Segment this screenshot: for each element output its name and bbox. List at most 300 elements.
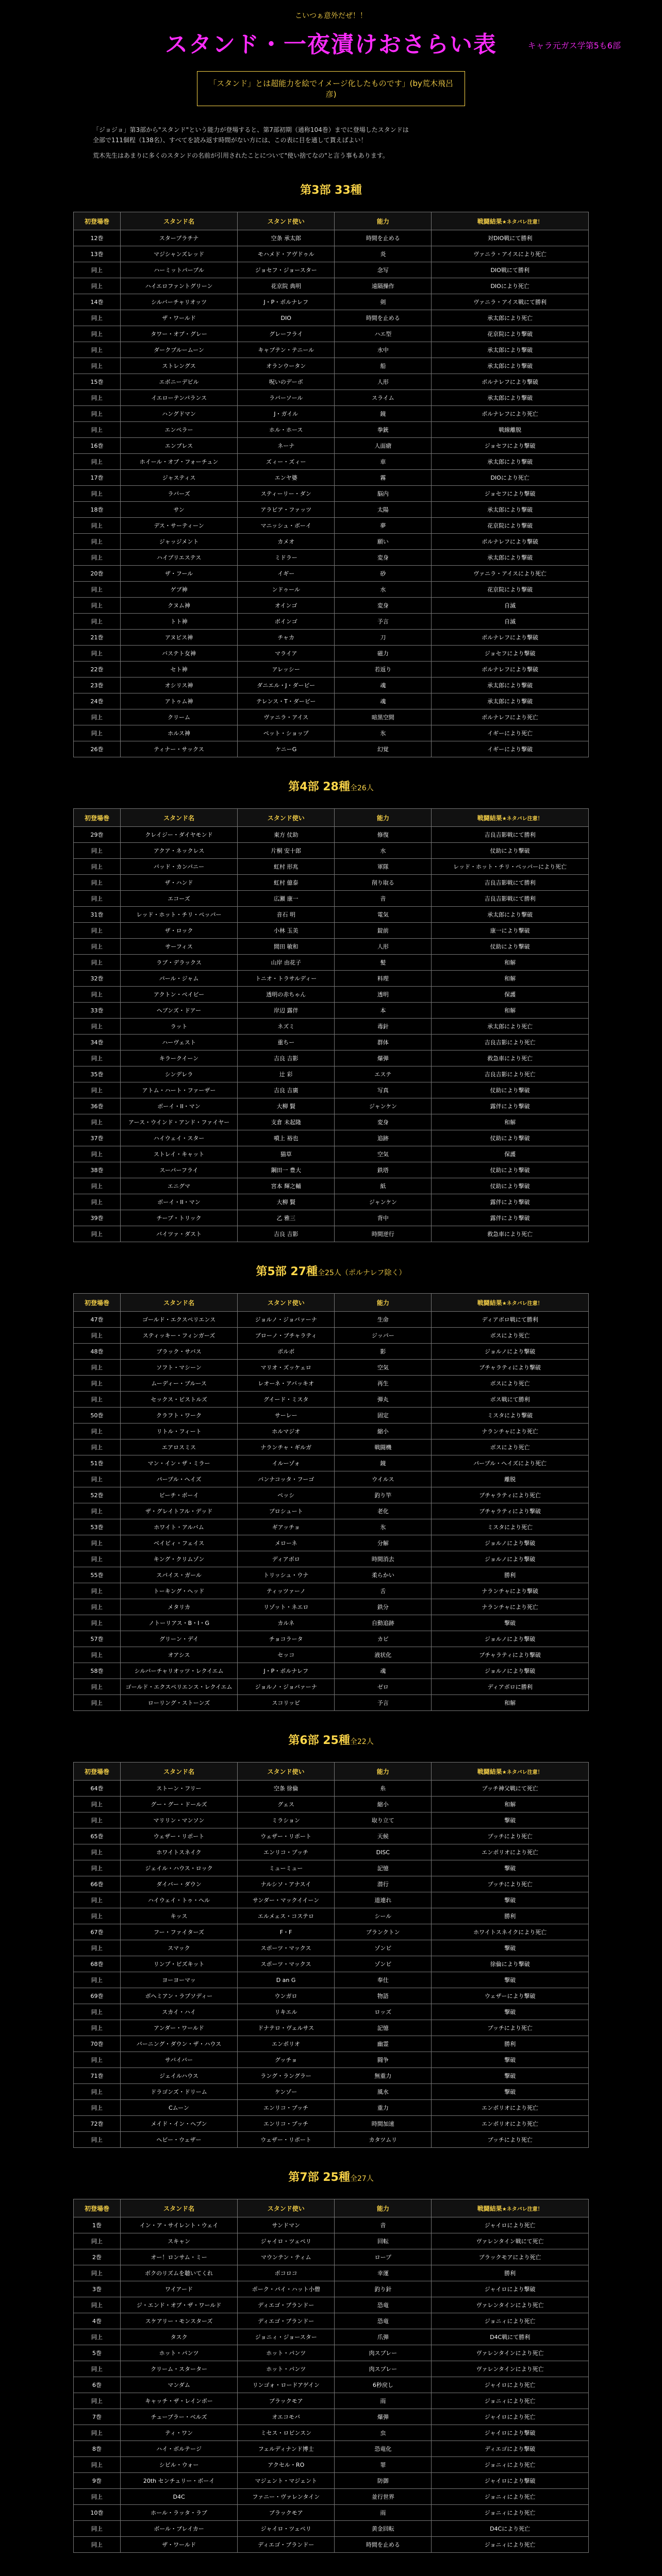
- table-cell: 防御: [335, 2473, 432, 2489]
- table-cell: 同上: [74, 1178, 121, 1194]
- table-cell: 写真: [335, 1082, 432, 1098]
- table-cell: メイド・イン・ヘブン: [120, 2116, 237, 2132]
- table-cell: 同上: [74, 518, 121, 534]
- table-cell: 同上: [74, 2132, 121, 2148]
- table-cell: 同上: [74, 2233, 121, 2249]
- table-cell: ネズミ: [238, 1019, 335, 1035]
- table-row: [74, 2393, 589, 2409]
- table-cell: マジェント・マジェント: [238, 2473, 335, 2489]
- table-cell: 同上: [74, 2457, 121, 2473]
- table-cell: レッド・ホット・チリ・ペッパーにより死亡: [432, 859, 589, 875]
- table-row: [74, 1956, 589, 1972]
- table-cell: 67巻: [74, 1924, 121, 1940]
- table-cell: トリッシュ・ウナ: [238, 1567, 335, 1583]
- table-cell: マン・イン・ザ・ミラー: [121, 1455, 238, 1471]
- table-cell: ヴァニラ・アイスにより死亡: [432, 566, 589, 582]
- table-row: [74, 2313, 589, 2329]
- table-cell: 水中: [335, 342, 432, 358]
- table-cell: 68巻: [74, 1956, 121, 1972]
- table-cell: テレンス・T・ダービー: [238, 693, 335, 709]
- table-cell: ホール・ラッタ・ラブ: [121, 2505, 238, 2521]
- table-cell: 暗黒空間: [335, 709, 432, 725]
- table-cell: 撃破: [432, 1812, 589, 1828]
- table-cell: DIO: [238, 310, 335, 326]
- table-cell: 同上: [74, 1892, 121, 1908]
- table-cell: ローリング・ストーンズ: [121, 1695, 238, 1711]
- table-cell: 魂: [335, 693, 432, 709]
- table-cell: ヘビー・ウェザー: [120, 2132, 237, 2148]
- table-cell: 和解: [432, 971, 589, 987]
- table-row: [74, 566, 589, 582]
- table-cell: 広瀬 康一: [238, 891, 335, 907]
- table-cell: イルーゾォ: [238, 1455, 335, 1471]
- table-row: [74, 709, 589, 725]
- table-cell: ストーン・フリー: [120, 1781, 237, 1797]
- table-cell: 24巻: [74, 693, 121, 709]
- table-cell: プッチにより死亡: [432, 1876, 589, 1892]
- table-cell: 太陽: [335, 502, 432, 518]
- table-cell: 変身: [335, 598, 432, 614]
- table-cell: サーレー: [238, 1408, 335, 1423]
- table-cell: ディアボロに勝利: [432, 1679, 589, 1695]
- table-cell: 撃破: [432, 1860, 589, 1876]
- table-cell: 念写: [335, 262, 432, 278]
- table-cell: タワー・オブ・グレー: [121, 326, 238, 342]
- table-cell: ブローノ・ブチャラティ: [238, 1328, 335, 1344]
- section-title-text: 第4部 28種: [288, 781, 350, 793]
- table-cell: ホルマジオ: [238, 1423, 335, 1439]
- table-cell: ジャスティス: [121, 470, 238, 486]
- table-cell: オエコモバ: [238, 2409, 335, 2425]
- table-cell: 同上: [74, 262, 121, 278]
- table-cell: ザ・ワールド: [121, 2537, 238, 2553]
- table-cell: トニオ・トラサルディー: [238, 971, 335, 987]
- table-cell: 15巻: [74, 374, 121, 390]
- table-cell: 13巻: [74, 246, 121, 262]
- table-cell: ゴールド・エクスペリエンス: [121, 1312, 238, 1328]
- table-cell: J・P・ポルナレフ: [238, 1663, 335, 1679]
- table-cell: ジェイルハウス: [120, 2068, 237, 2084]
- table-cell: DIO戦にて勝利: [432, 262, 589, 278]
- table-cell: ミドラー: [238, 550, 335, 566]
- table-row: [74, 2441, 589, 2457]
- table-row: [74, 1551, 589, 1567]
- table-cell: 分解: [335, 1535, 432, 1551]
- table-cell: 記憶: [335, 2020, 432, 2036]
- table-cell: サンドマン: [238, 2217, 335, 2233]
- table-cell: 同上: [74, 875, 121, 891]
- table-cell: 仗助により撃破: [432, 1162, 589, 1178]
- table-cell: エステ: [335, 1066, 432, 1082]
- table-cell: 岸辺 露伴: [238, 1003, 335, 1019]
- section-count: 全27人: [350, 2175, 374, 2183]
- table-cell: 4巻: [74, 2313, 121, 2329]
- table-cell: 舌: [335, 1583, 432, 1599]
- table-cell: 同上: [74, 2329, 121, 2345]
- table-row: [74, 262, 589, 278]
- table-cell: 人形: [335, 939, 432, 955]
- table-cell: DIOにより死亡: [432, 278, 589, 294]
- table-cell: 39巻: [74, 1210, 121, 1226]
- table-cell: ホット・パンツ: [121, 2345, 238, 2361]
- table-row: [74, 1567, 589, 1583]
- table-cell: グイード・ミスタ: [238, 1392, 335, 1408]
- table-cell: 炎: [335, 246, 432, 262]
- table-row: [74, 550, 589, 566]
- table-cell: 35巻: [74, 1066, 121, 1082]
- table-cell: 撃破: [432, 1892, 589, 1908]
- table-cell: 吉良 吉影: [238, 1226, 335, 1242]
- table-row: [74, 1312, 589, 1328]
- table-cell: ジャンケン: [335, 1194, 432, 1210]
- table-row: [74, 2036, 589, 2052]
- table-cell: 氷: [335, 725, 432, 741]
- table-cell: ハングドマン: [121, 406, 238, 422]
- table-cell: 同上: [74, 2425, 121, 2441]
- table-row: [74, 310, 589, 326]
- table-cell: ブラックモア: [238, 2505, 335, 2521]
- table-cell: 6巻: [74, 2377, 121, 2393]
- table-cell: ボインゴ: [238, 614, 335, 630]
- spoiler-note: ★ネタバレ注意！: [502, 2206, 543, 2212]
- column-header: 戦闘結果★ネタバレ注意！: [432, 809, 589, 827]
- intro-text: [93, 125, 569, 161]
- section: [0, 181, 662, 757]
- table-cell: プッチにより死亡: [432, 2132, 589, 2148]
- table-cell: イギー: [238, 566, 335, 582]
- table-cell: 同上: [74, 390, 121, 406]
- table-cell: 霧: [335, 470, 432, 486]
- table-row: [74, 939, 589, 955]
- table-cell: ジャイロにより撃破: [432, 2473, 589, 2489]
- table-cell: 魂: [335, 677, 432, 693]
- table-cell: 70巻: [74, 2036, 121, 2052]
- table-row: [74, 923, 589, 939]
- table-row: [74, 246, 589, 262]
- table-row: [74, 614, 589, 630]
- table-cell: ウェザー・リポート: [237, 1828, 334, 1844]
- table-cell: ジョルノにより撃破: [432, 1663, 589, 1679]
- table-cell: 背中: [335, 1210, 432, 1226]
- column-header: スタンド使い: [238, 212, 335, 230]
- table-row: [74, 1194, 589, 1210]
- table-cell: ヴァニラ・アイスにより死亡: [432, 246, 589, 262]
- table-cell: 奉仕: [335, 1972, 432, 1988]
- table-row: [74, 1631, 589, 1647]
- table-cell: 撃破: [432, 1615, 589, 1631]
- table-row: [74, 390, 589, 406]
- table-cell: ファニー・ヴァレンタイン: [238, 2489, 335, 2505]
- table-cell: カタツムリ: [335, 2132, 432, 2148]
- table-cell: ウイルス: [335, 1471, 432, 1487]
- table-row: [74, 502, 589, 518]
- sections-container: [0, 181, 662, 2553]
- table-cell: 72巻: [74, 2116, 121, 2132]
- table-cell: ボスにより死亡: [432, 1376, 589, 1392]
- table-cell: ディエゴ・ブランドー: [238, 2297, 335, 2313]
- table-cell: 肉スプレー: [335, 2345, 432, 2361]
- section-title-text: 第5部 27種: [256, 1265, 318, 1278]
- table-cell: ゼロ: [335, 1679, 432, 1695]
- table-cell: 同上: [74, 646, 121, 662]
- table-cell: 罪: [335, 2457, 432, 2473]
- table-cell: 空条 承太郎: [238, 230, 335, 246]
- table-cell: エンポリオにより死亡: [432, 1844, 589, 1860]
- table-cell: ジャイロにより死亡: [432, 2217, 589, 2233]
- column-header: 戦闘結果★ネタバレ注意！: [432, 1762, 589, 1781]
- table-row: [74, 2020, 589, 2036]
- table-cell: 氷: [335, 1519, 432, 1535]
- table-cell: ポコロコ: [238, 2265, 335, 2281]
- table-cell: アトム・ハート・ファーザー: [121, 1082, 238, 1098]
- table-row: [74, 693, 589, 709]
- table-cell: ザ・ワールド: [121, 310, 238, 326]
- table-row: [74, 582, 589, 598]
- column-header: 初登場巻: [74, 1762, 121, 1781]
- table-cell: スカイ・ハイ: [120, 2004, 237, 2020]
- table-cell: エンプレス: [121, 438, 238, 454]
- table-cell: プッチにより死亡: [432, 2020, 589, 2036]
- table-cell: マライア: [238, 646, 335, 662]
- table-cell: 時間を止める: [335, 230, 432, 246]
- table-cell: 64巻: [74, 1781, 121, 1797]
- table-cell: 同上: [74, 1019, 121, 1035]
- table-cell: 道連れ: [335, 1892, 432, 1908]
- stand-table: [73, 212, 589, 757]
- table-cell: アラビア・ファッツ: [238, 502, 335, 518]
- table-cell: プランクトン: [335, 1924, 432, 1940]
- table-cell: ヴァレンタイン戦にて死亡: [432, 2233, 589, 2249]
- table-cell: ジョルノ・ジョバァーナ: [238, 1312, 335, 1328]
- table-cell: スポーツ・マックス: [237, 1956, 334, 1972]
- table-cell: 人形: [335, 374, 432, 390]
- table-row: [74, 2281, 589, 2297]
- table-cell: 戦線離脱: [432, 422, 589, 438]
- column-header: 初登場巻: [74, 2199, 121, 2217]
- table-cell: 同上: [74, 1439, 121, 1455]
- table-cell: 縮小: [335, 1423, 432, 1439]
- table-cell: 同上: [74, 2084, 121, 2100]
- table-cell: ヴァレンタインにより死亡: [432, 2361, 589, 2377]
- table-cell: 保護: [432, 987, 589, 1003]
- table-cell: ジャイロにより撃破: [432, 2281, 589, 2297]
- table-cell: 2巻: [74, 2249, 121, 2265]
- table-cell: ナランチャにより撃破: [432, 1583, 589, 1599]
- table-cell: ウェザー・リポート: [120, 1828, 237, 1844]
- table-cell: DIOにより死亡: [432, 470, 589, 486]
- section-title-text: 第7部 25種: [288, 2171, 350, 2184]
- column-header: 初登場巻: [74, 809, 121, 827]
- table-cell: 時間加速: [335, 2116, 432, 2132]
- table-cell: 撃破: [432, 2052, 589, 2068]
- table-cell: ストレイ・キャット: [121, 1146, 238, 1162]
- table-cell: パール・ジャム: [121, 971, 238, 987]
- table-cell: ポルナレフにより撃破: [432, 374, 589, 390]
- table-cell: オアシス: [121, 1647, 238, 1663]
- column-header: スタンド名: [121, 809, 238, 827]
- table-cell: チャカ: [238, 630, 335, 646]
- table-cell: 同上: [74, 358, 121, 374]
- table-cell: クリーム・スターター: [121, 2361, 238, 2377]
- table-cell: プッチにより死亡: [432, 1828, 589, 1844]
- table-cell: チープ・トリック: [121, 1210, 238, 1226]
- table-cell: フー・ファイターズ: [120, 1924, 237, 1940]
- table-row: [74, 1035, 589, 1050]
- table-cell: ミスタにより死亡: [432, 1519, 589, 1535]
- table-cell: モハメド・アヴドゥル: [238, 246, 335, 262]
- table-cell: 音: [335, 2217, 432, 2233]
- table-cell: アクセル・RO: [238, 2457, 335, 2473]
- column-header: スタンド名: [120, 1762, 237, 1781]
- table-cell: 保護: [432, 1146, 589, 1162]
- table-row: [74, 1615, 589, 1631]
- table-cell: 宮本 輝之輔: [238, 1178, 335, 1194]
- table-cell: ミスタにより撃破: [432, 1408, 589, 1423]
- table-cell: 縮小: [335, 1797, 432, 1812]
- table-cell: トーキング・ヘッド: [121, 1583, 238, 1599]
- table-cell: 同上: [74, 923, 121, 939]
- table-cell: 同上: [74, 1615, 121, 1631]
- table-row: [74, 406, 589, 422]
- section-title: [0, 1263, 662, 1279]
- table-cell: 空条 徐倫: [237, 1781, 334, 1797]
- table-row: [74, 1797, 589, 1812]
- table-cell: 同上: [74, 1376, 121, 1392]
- table-row: [74, 1679, 589, 1695]
- table-cell: 山岸 由花子: [238, 955, 335, 971]
- table-row: [74, 1599, 589, 1615]
- table-cell: ジョセフにより撃破: [432, 438, 589, 454]
- table-cell: 人面瘡: [335, 438, 432, 454]
- table-cell: 承太郎により撃破: [432, 502, 589, 518]
- table-cell: 6秒戻し: [335, 2377, 432, 2393]
- table-cell: 追跡: [335, 1130, 432, 1146]
- table-row: [74, 1663, 589, 1679]
- table-cell: ホワイトスネイクにより死亡: [432, 1924, 589, 1940]
- table-cell: 勝利: [432, 2265, 589, 2281]
- table-row: [74, 1066, 589, 1082]
- column-header: スタンド名: [121, 212, 238, 230]
- table-cell: サーフィス: [121, 939, 238, 955]
- table-cell: 14巻: [74, 294, 121, 310]
- table-cell: 50巻: [74, 1408, 121, 1423]
- table-cell: ジャンケン: [335, 1098, 432, 1114]
- table-row: [74, 2377, 589, 2393]
- table-row: [74, 422, 589, 438]
- table-cell: 承太郎により撃破: [432, 342, 589, 358]
- table-cell: クリーム: [121, 709, 238, 725]
- table-cell: マリリン・マンソン: [120, 1812, 237, 1828]
- table-cell: 同上: [74, 2052, 121, 2068]
- table-row: [74, 1003, 589, 1019]
- table-cell: 吉良吉影戦にて勝利: [432, 875, 589, 891]
- table-cell: ハーミットパープル: [121, 262, 238, 278]
- table-cell: ポルナレフにより撃破: [432, 630, 589, 646]
- table-cell: 32巻: [74, 971, 121, 987]
- table-cell: 同上: [74, 2393, 121, 2409]
- table-row: [74, 278, 589, 294]
- table-cell: エコーズ: [121, 891, 238, 907]
- table-cell: ハイウェイ・トゥ・ヘル: [120, 1892, 237, 1908]
- table-cell: 撃破: [432, 1972, 589, 1988]
- table-cell: 電気: [335, 907, 432, 923]
- table-cell: ホルス神: [121, 725, 238, 741]
- table-cell: カルネ: [238, 1615, 335, 1631]
- table-cell: 撃破: [432, 2084, 589, 2100]
- table-cell: 花京院 典明: [238, 278, 335, 294]
- table-cell: ティナー・サックス: [121, 741, 238, 757]
- table-cell: 和解: [432, 1797, 589, 1812]
- table-cell: 同上: [74, 1908, 121, 1924]
- table-row: [74, 1812, 589, 1828]
- table-cell: ディアボロ戦にて勝利: [432, 1312, 589, 1328]
- table-row: [74, 2505, 589, 2521]
- table-cell: 8巻: [74, 2441, 121, 2457]
- table-row: [74, 1647, 589, 1663]
- table-cell: 幻覚: [335, 741, 432, 757]
- table-cell: ゲブ神: [121, 582, 238, 598]
- table-cell: ジャイロにより撃破: [432, 2425, 589, 2441]
- table-cell: ジョルノにより撃破: [432, 1631, 589, 1647]
- section: [0, 1732, 662, 2148]
- table-row: [74, 1050, 589, 1066]
- table-cell: シール: [335, 1908, 432, 1924]
- table-cell: イギーにより死亡: [432, 725, 589, 741]
- table-cell: 康一により撃破: [432, 923, 589, 939]
- table-cell: アクトン・ベイビー: [121, 987, 238, 1003]
- table-cell: ハイプリエステス: [121, 550, 238, 566]
- table-row: [74, 2297, 589, 2313]
- table-row: [74, 2233, 589, 2249]
- table-cell: ジョニィにより死亡: [432, 2537, 589, 2553]
- table-cell: ハエ型: [335, 326, 432, 342]
- table-cell: ダイバー・ダウン: [120, 1876, 237, 1892]
- table-cell: 幽霊: [335, 2036, 432, 2052]
- table-cell: 同上: [74, 2521, 121, 2537]
- stand-table: [73, 1762, 589, 2148]
- table-row: [74, 2345, 589, 2361]
- section-title: [0, 181, 662, 197]
- column-header: 能力: [335, 2199, 432, 2217]
- table-cell: ボーイ・II・マン: [121, 1194, 238, 1210]
- table-cell: フェルディナンド博士: [238, 2441, 335, 2457]
- table-cell: ハイエロファントグリーン: [121, 278, 238, 294]
- table-cell: ゴールド・エクスペリエンス・レクイエム: [121, 1679, 238, 1695]
- table-cell: Cムーン: [120, 2100, 237, 2116]
- column-header: 能力: [335, 1294, 432, 1312]
- table-row: [74, 2052, 589, 2068]
- table-cell: パープル・ヘイズにより死亡: [432, 1455, 589, 1471]
- table-cell: ダークブルームーン: [121, 342, 238, 358]
- table-cell: ゾンビ: [335, 1956, 432, 1972]
- table-cell: 回転: [335, 2233, 432, 2249]
- table-cell: 29巻: [74, 827, 121, 843]
- table-cell: 承太郎により撃破: [432, 907, 589, 923]
- table-cell: 影: [335, 1344, 432, 1360]
- table-cell: 同上: [74, 2020, 121, 2036]
- table-row: [74, 677, 589, 693]
- table-row: [74, 1781, 589, 1797]
- table-row: [74, 2521, 589, 2537]
- table-row: [74, 230, 589, 246]
- table-cell: サンダー・マックイイーン: [237, 1892, 334, 1908]
- table-cell: 吉良 吉影: [238, 1050, 335, 1066]
- stand-table: [73, 1293, 589, 1711]
- table-row: [74, 1828, 589, 1844]
- table-row: [74, 1892, 589, 1908]
- table-cell: ハーヴェスト: [121, 1035, 238, 1050]
- column-header: スタンド使い: [238, 1294, 335, 1312]
